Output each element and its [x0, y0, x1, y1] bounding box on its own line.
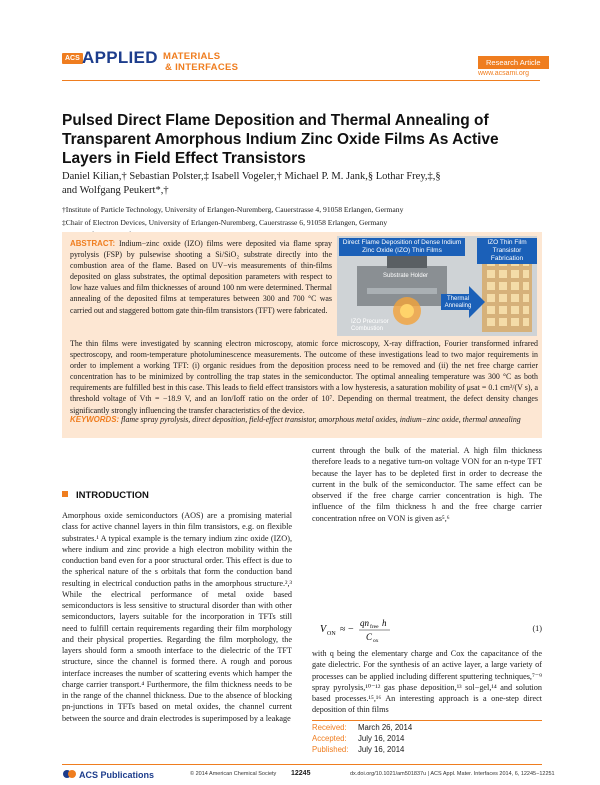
abstract-label: ABSTRACT:	[70, 239, 116, 248]
svg-text:ox: ox	[373, 638, 379, 644]
date-accepted-value: July 16, 2014	[358, 734, 405, 743]
acs-publications-logo	[62, 769, 154, 780]
equation-1	[312, 614, 542, 644]
date-published-label: Published:	[312, 745, 349, 754]
abstract-part-1	[70, 238, 332, 316]
affiliation-1: †Institute of Particle Technology, University of Erlangen-Nuremberg, Cauerstrasse 4, 91058 Erlangen, Germany	[62, 205, 404, 214]
doi-citation[interactable]: dx.doi.org/10.1021/am501837u | ACS Appl. Mater. Interfaces 2014, 6, 12245−12251	[350, 771, 555, 777]
section-square-icon	[62, 491, 68, 497]
date-published	[312, 744, 542, 755]
svg-text:V: V	[320, 624, 327, 635]
article-type-badge: Research Article	[478, 56, 549, 69]
journal-name-interfaces: & INTERFACES	[165, 62, 239, 73]
svg-text:free: free	[370, 624, 379, 630]
date-published-value: July 16, 2014	[358, 745, 405, 754]
intro-right-text-1: current through the bulk of the material. A high film thickness therefore leads to a negative turn-on voltage VON for an n-type TFT because the layer has to be depleted first in order to decrease the current in the bulk of the semiconductor. The same effect can be observed if the free charge carrier concentration is high. The influence of the film thickness h and the free charge carrier concentration nfree on VON is given as⁵,⁶	[312, 446, 542, 523]
intro-right-column	[312, 445, 542, 524]
acs-logo: ACS	[62, 53, 83, 64]
abstract-part-2: The thin films were investigated by scanning electron microscopy, atomic force microscopy, X-ray diffraction, Fourier transformed infrared spectroscopy, and room-temperature photoluminescence measurements. The outcome of these investigations lead to two major requirements in order to implement a working TFT: (i) organic residues from the deposition process need to be removed and (ii) the net free charge carrier concentration has to be minimized by controlling the trap states in the semiconductor. The optimal annealing temperature was 300 °C as both requirements are fulfilled best in this case. This leads to field effect transistors with a low hysteresis, a saturation mobility of μsat = 0.1 cm²/(V s), a threshold voltage of Vth = −18.9 V, and an Ion/Ioff ratio on the order of 10⁷. Depending on thermal treatment, the defect density changes significantly strongly influencing the transfer characteristics of the device.	[70, 339, 538, 415]
equation-number: (1)	[532, 624, 542, 633]
abstract-text-1: Indium−zinc oxide (IZO) films were deposited via flame spray pyrolysis (FSP) by pulsewise shooting a Si/SiO₂ substrate directly into the combustion area of the flame. Based on UV−vis measurements of thin-films deposited on glass substrates, the optimal deposition parameters with respect to low haze values and film thicknesses of around 100 nm were determined. Thermal annealing of the deposited films at temperatures between 300 and 700 °C was carried out and staggered bottom gate thin-film transistors (TFT) were fabricated.	[70, 239, 332, 315]
date-accepted-label: Accepted:	[312, 734, 347, 743]
journal-name-applied: APPLIED	[82, 48, 158, 67]
keywords-label: KEYWORDS:	[70, 415, 120, 424]
date-received	[312, 722, 542, 733]
acs-publications-icon	[62, 769, 76, 779]
toc-left-title: Direct Flame Deposition of Dense Indium Zinc Oxide (IZO) Thin Films	[339, 238, 465, 256]
paper-title: Pulsed Direct Flame Deposition and Thermal Annealing of Transparent Amorphous Indium Zinc Oxide Films As Active Layers in Field Effect Transistors	[62, 112, 499, 167]
toc-precursor-label: IZO Precursor Combustion	[351, 319, 389, 332]
equation-graphic	[312, 614, 542, 644]
header-divider	[62, 80, 540, 81]
copyright: © 2014 American Chemical Society	[190, 771, 277, 777]
date-accepted	[312, 733, 542, 744]
publication-dates	[312, 722, 542, 755]
intro-left-column: Amorphous oxide semiconductors (AOS) are a promising material class for active channel layers in thin film transistors, e.g. on flexible substrates.¹ A typical example is the ternary indium zinc oxide (IZO), where indium and zinc provide a high electron mobility within the conduction band even for a poor structural order. This effect is due to the spherical nature of the s orbitals that form the conduction band resulting in electrical conduction paths in the amorphous structure.²,³ While the electrical performance of metal oxide based semiconductors is less sensitive to structural disorder than with other semiconductors, layers suitable for the incorporation in TFTs still need to fulfill certain requirements regarding their film morphology and their physical properties. Regarding the film morphology, the layers should form a smooth interface to the dielectric of the TFT structure, since the channel is formed there. A rough and porous interface increases the number of scattering events which hamper the charge carrier transport.⁴ Furthermore, the film thickness needs to be in the range of the channel thickness. Due to the absence of blocking pn-junctions in TFTs based on metal oxides, the channel current between the source and drain electrodes is superimposed by a leakage	[62, 511, 292, 723]
keywords-text: flame spray pyrolysis, direct deposition, field-effect transistor, amorphous metal oxides, indium−zinc oxide, thermal annealing	[121, 415, 521, 424]
affiliation-2: ‡Chair of Electron Devices, University of Erlangen-Nuremberg, Cauerstrasse 6, 91058 Erlangen, Germany	[62, 217, 388, 227]
toc-right-title: IZO Thin Film Transistor Fabrication	[477, 238, 537, 264]
svg-text:C: C	[366, 632, 373, 642]
footer-divider	[62, 764, 542, 765]
svg-text:ON: ON	[327, 631, 336, 637]
section-heading-text: INTRODUCTION	[76, 490, 149, 501]
intro-right-text-2: with q being the elementary charge and Cox the capacitance of the gate dielectric. For the synthesis of an active layer, a large variety of processes can be applied including different sputtering techniques,⁷⁻⁹ spray pyrolysis,¹⁰⁻¹² gas phase deposition,¹³ sol−gel,¹⁴ and solution based processes.¹⁵,¹⁶ An interesting approach is a one-step direct deposition of thin films	[312, 649, 542, 715]
toc-thermal-label: Thermal Annealing	[444, 296, 472, 309]
section-heading-introduction	[62, 490, 149, 501]
authors-line-1: Daniel Kilian,† Sebastian Polster,‡ Isabell Vogeler,† Michael P. M. Jank,§ Lothar Frey,‡,§	[62, 171, 441, 182]
authors	[62, 170, 542, 198]
keywords	[70, 414, 538, 425]
page-number: 12245	[291, 770, 311, 777]
toc-substrate-label: Substrate Holder	[383, 273, 429, 279]
authors-line-2: and Wolfgang Peukert*,†	[62, 185, 169, 196]
date-received-value: March 26, 2014	[358, 723, 413, 732]
acs-publications-text: ACS Publications	[79, 770, 155, 780]
date-received-label: Received:	[312, 723, 347, 732]
journal-url[interactable]: www.acsami.org	[478, 70, 529, 77]
svg-text:h: h	[382, 618, 387, 628]
svg-text:qn: qn	[360, 618, 369, 628]
journal-name-materials: MATERIALS	[163, 51, 221, 62]
toc-graphic	[337, 236, 537, 336]
svg-text:≈ −: ≈ −	[340, 624, 354, 635]
dates-divider	[312, 720, 542, 721]
